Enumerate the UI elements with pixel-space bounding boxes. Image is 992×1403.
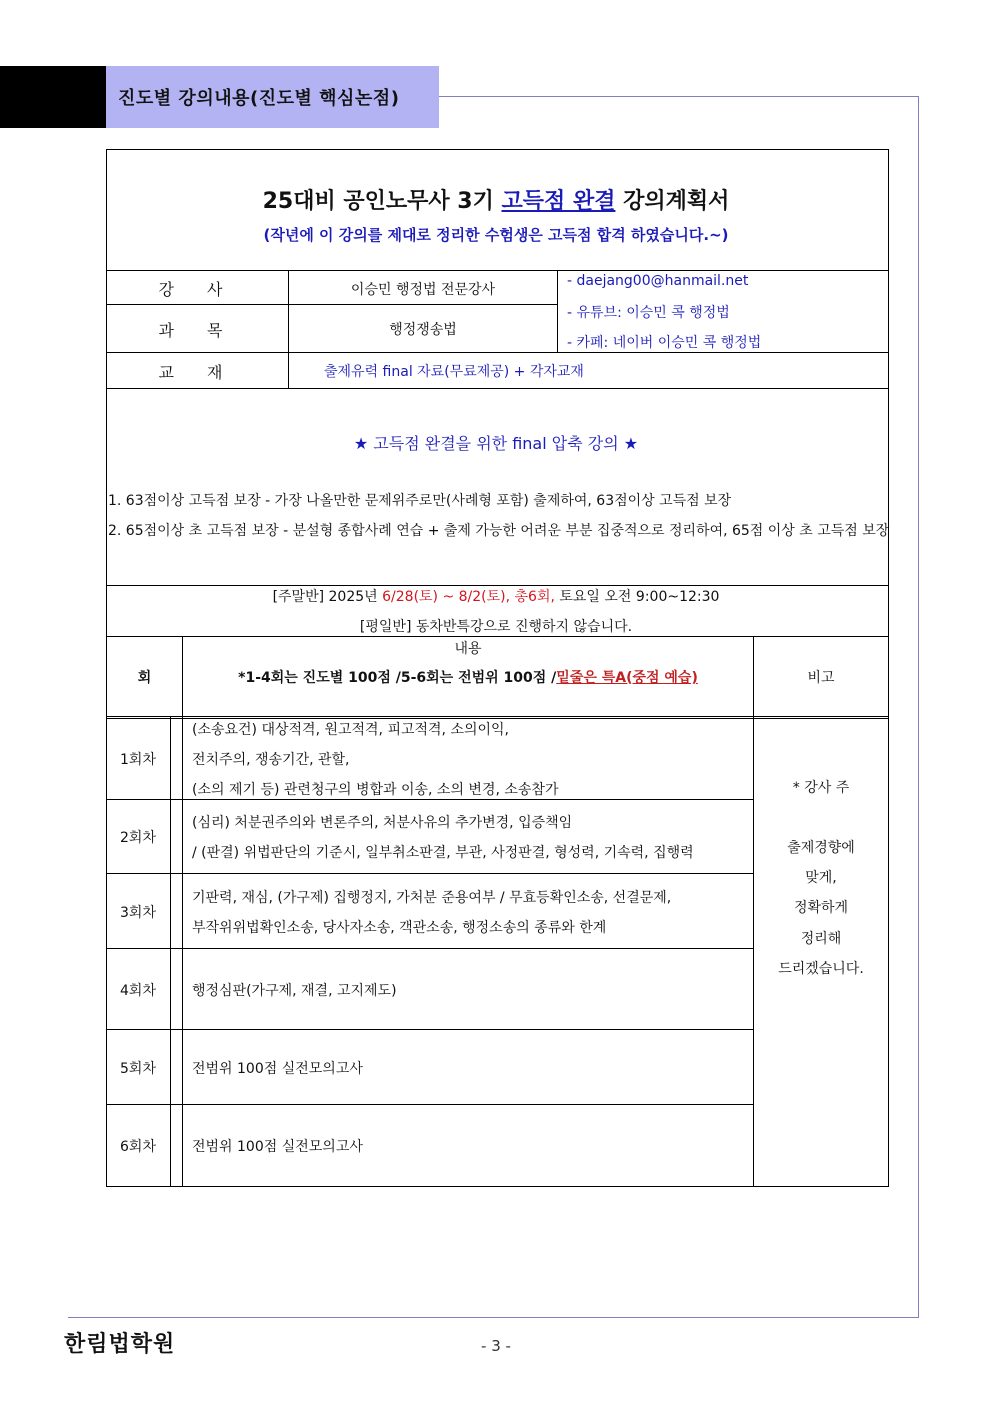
schedule-weekday xyxy=(0,616,992,636)
note-line-3: 맞게, xyxy=(805,870,837,886)
intro-point-1: 1. 63점이상 고득점 보장 - 가장 나올만한 문제위주로만(사례형 포함) 출제하여, 63점이상 고득점 보장 xyxy=(108,493,732,509)
round-3-line-2: 부작위위법확인소송, 당사자소송, 객관소송, 행정소송의 종류와 한계 xyxy=(192,920,607,936)
contact-email[interactable]: - daejang00@hanmail.net xyxy=(567,273,749,289)
intro-point-2: 2. 65점이상 초 고득점 보장 - 분설형 종합사례 연습 + 출제 가능한 어려운 부분 집중적으로 정리하여, 65점 이상 초 고득점 보장 xyxy=(108,523,890,539)
col-divider xyxy=(182,716,183,1186)
note-line-2: 출제경향에 xyxy=(787,840,855,856)
row-divider xyxy=(107,1029,753,1030)
contact-youtube[interactable]: - 유튜브: 이승민 콕 행정법 xyxy=(567,305,730,321)
page-number: - 3 - xyxy=(481,1337,511,1355)
row-divider xyxy=(107,716,888,717)
round-6-line-1: 전범위 100점 실전모의고사 xyxy=(192,1139,363,1155)
academy-logo: 한림법학원 xyxy=(64,1332,176,1357)
round-2-line-1: (심리) 처분권주의와 변론주의, 처분사유의 추가변경, 입증책임 xyxy=(192,815,573,831)
col-divider xyxy=(170,716,171,1186)
note-line-1: * 강사 주 xyxy=(792,780,850,796)
round-2: 2회차 xyxy=(120,830,156,846)
instructor-value: 이승민 행정법 전문강사 xyxy=(350,282,496,298)
round-3: 3회차 xyxy=(120,905,156,921)
textbook-value: 출제유력 final 자료(무료제공) + 각자교재 xyxy=(324,364,584,380)
note-line-4: 정확하게 xyxy=(793,900,849,916)
content-note-text: *1-4회는 진도별 100점 /5-6회는 전범위 100점 / xyxy=(238,670,557,686)
section-title: 진도별 강의내용(진도별 핵심논점) xyxy=(118,88,400,109)
col-round-header: 회 xyxy=(137,670,152,686)
page-subtitle: (작년에 이 강의를 제대로 정리한 수험생은 고득점 합격 하였습니다.~) xyxy=(263,226,729,244)
weekend-label: [주말반] xyxy=(272,589,325,605)
title-prefix: 25대비 공인노무사 3기 xyxy=(262,189,502,214)
row-divider xyxy=(107,304,557,305)
page-title xyxy=(0,184,992,215)
row-divider xyxy=(107,948,753,949)
schedule-weekend xyxy=(0,586,992,606)
weekend-year: 2025년 xyxy=(328,589,383,605)
row-divider xyxy=(107,270,888,271)
weekday-label: [평일반] xyxy=(359,619,412,635)
weekday-text: 동차반특강으로 진행하지 않습니다. xyxy=(415,619,633,635)
round-1-line-2: 전치주의, 쟁송기간, 관할, xyxy=(192,752,350,768)
textbook-label: 교 재 xyxy=(158,363,237,382)
header-divider xyxy=(439,96,918,97)
contact-cafe[interactable]: - 카페: 네이버 이승민 콕 행정법 xyxy=(567,335,762,351)
header-black-block xyxy=(0,66,106,128)
subject-label: 과 목 xyxy=(158,321,237,340)
round-4-line-1: 행정심판(가구제, 재결, 고지제도) xyxy=(192,983,397,999)
page-frame-bottom xyxy=(68,1317,919,1318)
row-divider xyxy=(107,1104,753,1105)
title-suffix: 강의계획서 xyxy=(615,189,730,214)
round-5: 5회차 xyxy=(120,1061,156,1077)
row-divider xyxy=(107,352,888,353)
instructor-label: 강 사 xyxy=(158,280,237,299)
page-frame-right xyxy=(918,96,919,1318)
weekend-time: 토요일 오전 9:00~12:30 xyxy=(554,589,720,605)
col-content-note xyxy=(183,667,753,687)
row-divider xyxy=(107,873,753,874)
round-5-line-1: 전범위 100점 실전모의고사 xyxy=(192,1061,363,1077)
col-note-header: 비고 xyxy=(807,670,835,686)
note-line-5: 정리해 xyxy=(800,931,842,947)
round-1: 1회차 xyxy=(120,752,156,768)
round-1-line-1: (소송요건) 대상적격, 원고적격, 피고적격, 소의이익, xyxy=(192,722,510,738)
round-1-line-3: (소의 제기 등) 관련청구의 병합과 이송, 소의 변경, 소송참가 xyxy=(192,782,559,798)
round-3-line-1: 기판력, 재심, (가구제) 집행정지, 가처분 준용여부 / 무효등확인소송, 선결문제, xyxy=(192,890,672,906)
intro-headline: ★ 고득점 완결을 위한 final 압축 강의 ★ xyxy=(353,434,639,453)
round-2-line-2: / (판결) 위법판단의 기준시, 일부취소판결, 부관, 사정판결, 형성력, 기속력, 집행력 xyxy=(192,845,694,861)
subject-value: 행정쟁송법 xyxy=(389,322,457,338)
weekend-dates: 6/28(토) ~ 8/2(토), 총6회, xyxy=(382,589,555,605)
note-line-6: 드리겠습니다. xyxy=(778,961,864,977)
title-highlight: 고득점 완결 xyxy=(501,189,616,214)
content-note-underlined: 밑줄은 특A(중점 예습) xyxy=(556,670,698,686)
row-divider xyxy=(107,636,888,637)
round-4: 4회차 xyxy=(120,983,156,999)
round-6: 6회차 xyxy=(120,1139,156,1155)
col-content-header: 내용 xyxy=(454,641,482,657)
row-divider xyxy=(107,799,753,800)
row-divider xyxy=(107,388,888,389)
col-divider xyxy=(557,270,558,352)
